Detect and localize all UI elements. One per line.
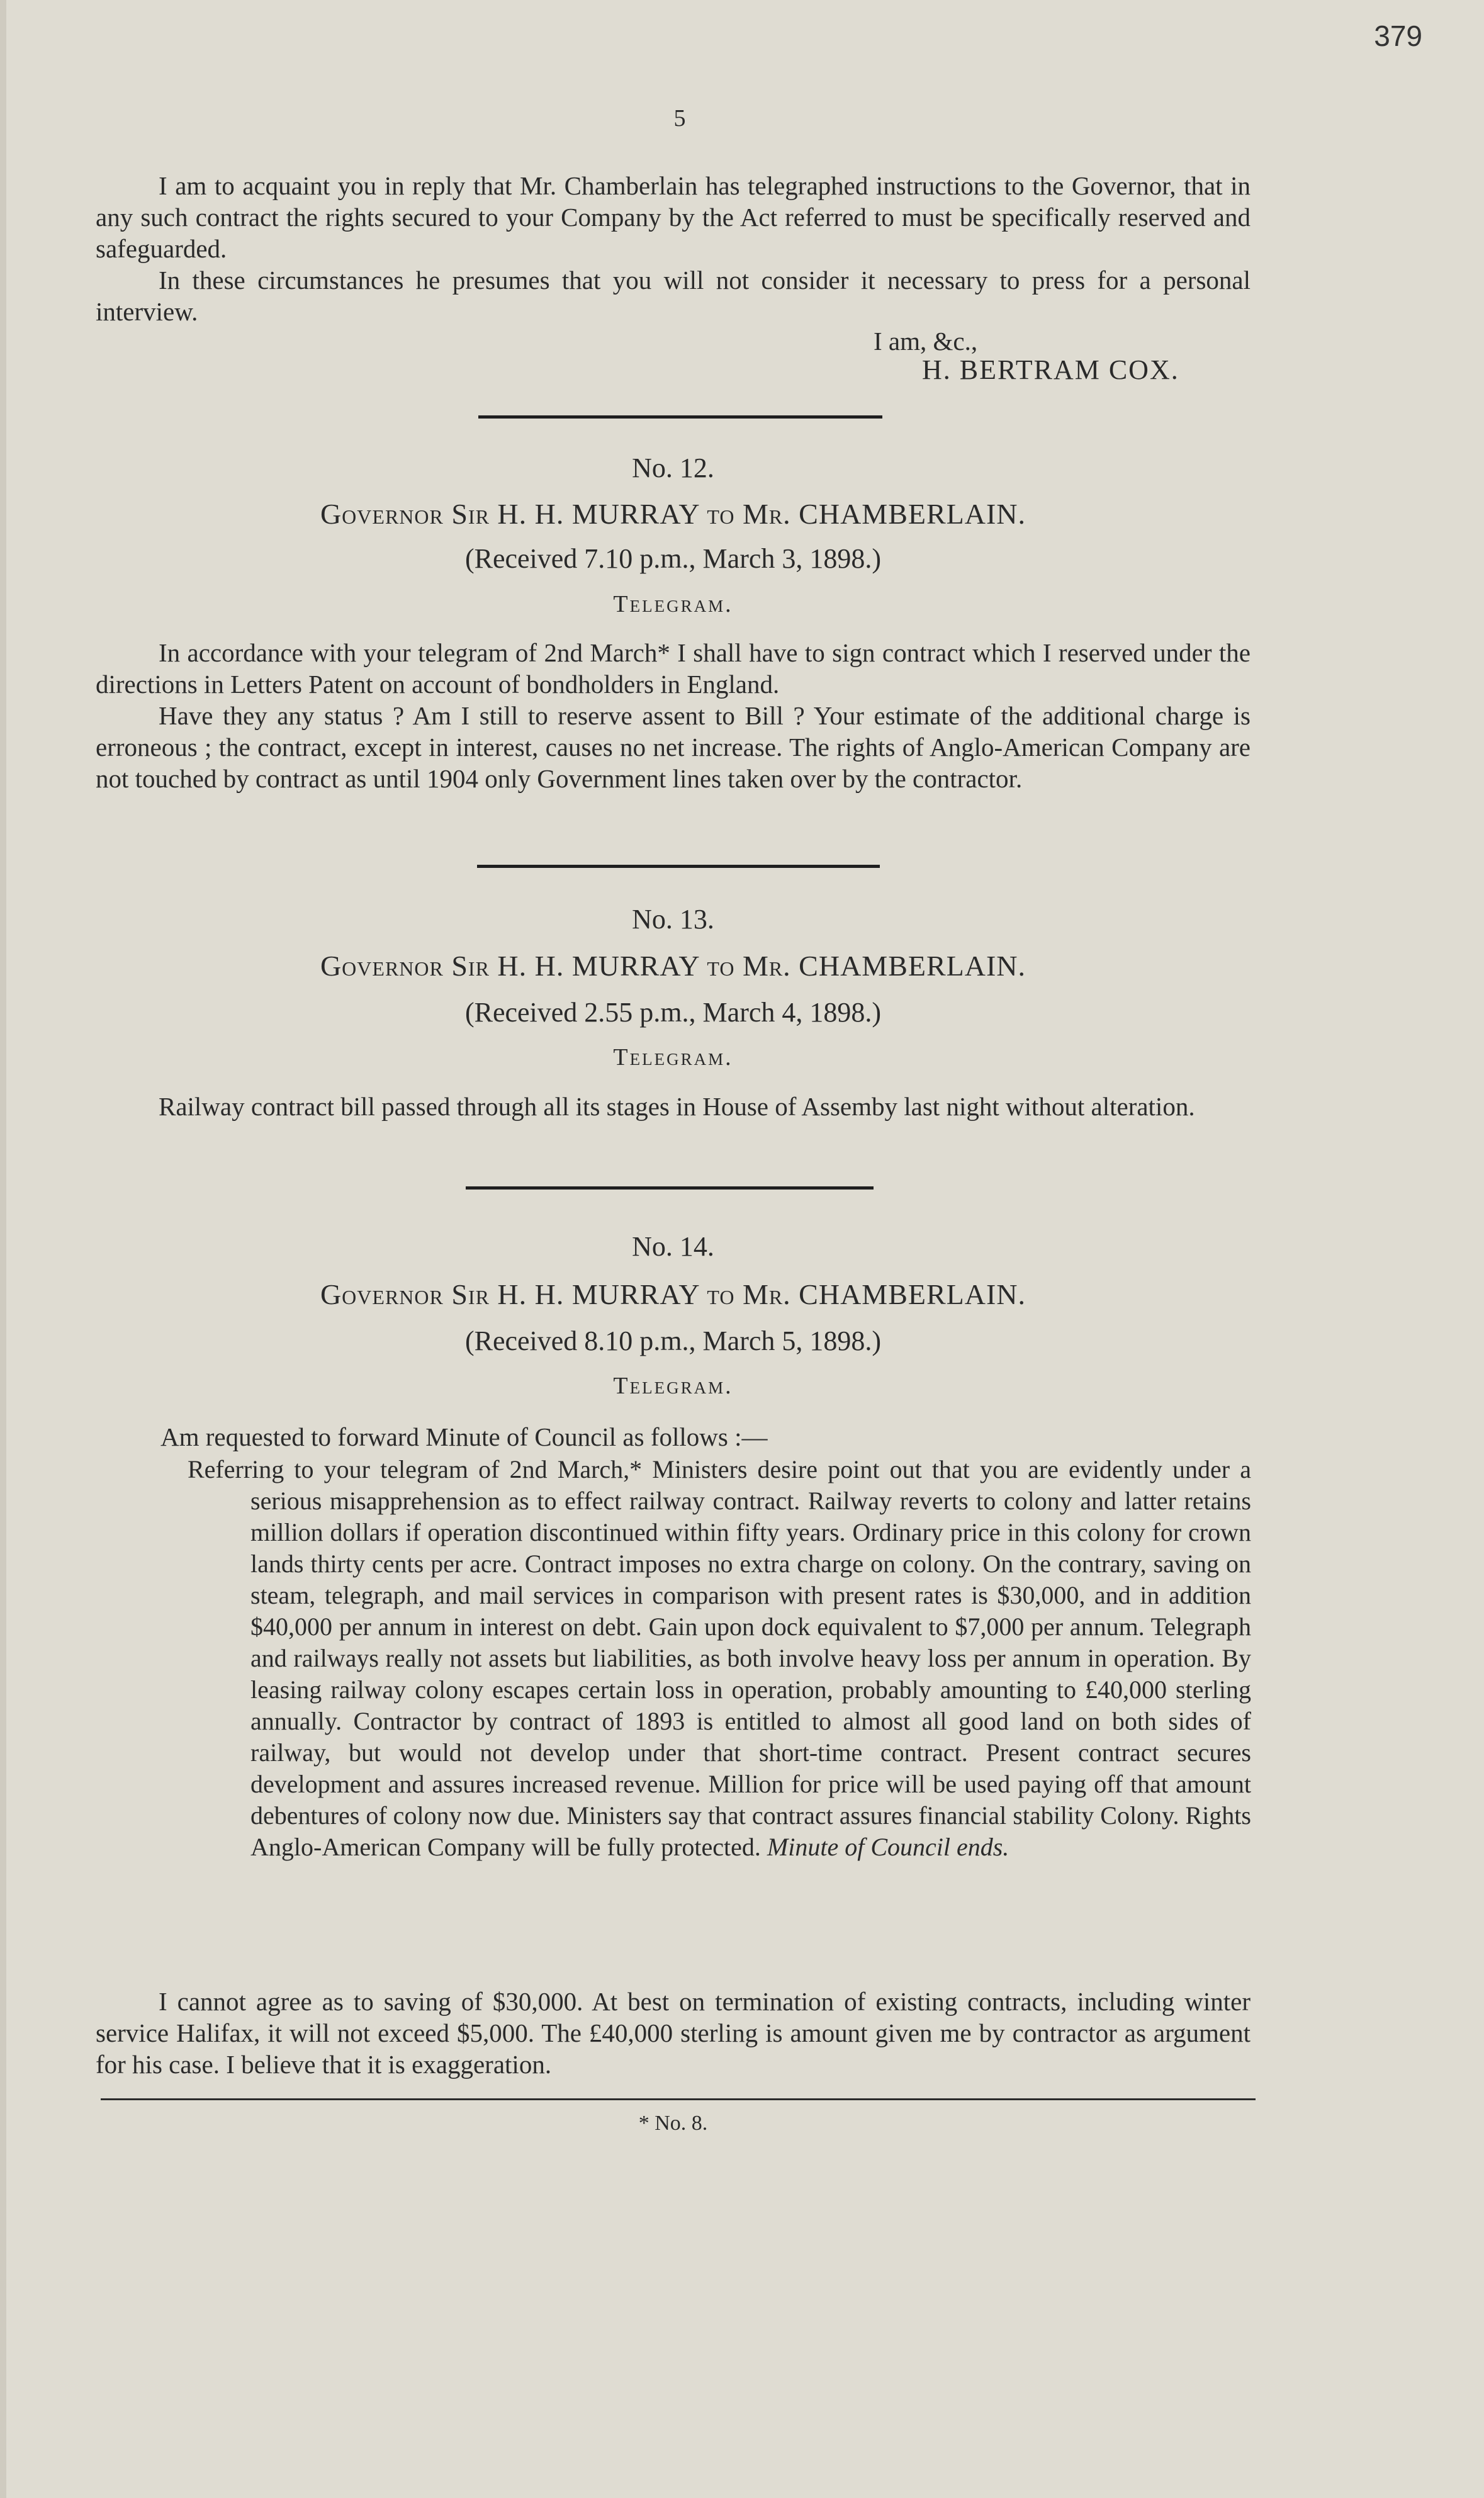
- letter-closing: I am, &c.,: [874, 327, 978, 356]
- doc-12-number: No. 12.: [632, 453, 714, 483]
- page-number: 379: [1374, 20, 1422, 52]
- doc-14-minute-text: Referring to your telegram of 2nd March,* Ministers desire point out that you are evidently under a serious misapprehension as to effect railway contract. Railway reverts to colony and latter retains million dollars if operation discontinued within fifty years. Ordinary price in this colony for crown lands thirty cents per acre. Contract imposes no extra charge on colony. On the contrary, saving on steam, telegraph, and mail services in comparison with present rates is $30,000, and in addition $40,000 per annum in interest on debt. Gain upon dock equivalent to $7,000 per annum. Telegraph and railways really not assets but liabilities, as both involve heavy loss per annum in operation. By leasing railway colony escapes certain loss in operation, probably amounting to £40,000 sterling annually. Contractor by contract of 1893 is entitled to almost all good land on both sides of railway, but would not develop under that short-time contract. Present contract secures development and assures increased revenue. Million for price will be used paying off that amount debentures of colony now due. Ministers say that contract assures financial stability Colony. Rights Anglo-American Company will be fully protected. Minute of Council ends.: [188, 1455, 1251, 1861]
- doc-12-paragraph-2: Have they any status ? Am I still to reserve assent to Bill ? Your estimate of the additional charge is erroneous ; the contract, except in interest, causes no net increase. The rights of Anglo-American Company are not touched by contract as until 1904 only Government lines taken over by the contractor.: [96, 701, 1251, 793]
- sheet-number: 5: [673, 105, 686, 132]
- doc-14-type: Telegram.: [613, 1373, 733, 1399]
- doc-13-heading: Governor Sir H. H. MURRAY to Mr. CHAMBERLAIN.: [320, 950, 1026, 982]
- letter-signature: H. BERTRAM COX.: [922, 354, 1179, 385]
- letter-paragraph-1: I am to acquaint you in reply that Mr. Chamberlain has telegraphed instructions to the Governor, that in any such contract the rights secured to your Company by the Act referred to must be specifically reserved and safeguarded.: [96, 171, 1251, 263]
- section-divider: [477, 865, 880, 868]
- page-edge: [0, 0, 6, 2498]
- doc-14-number: No. 14.: [632, 1231, 714, 1262]
- section-divider: [466, 1186, 874, 1190]
- section-divider: [478, 415, 882, 419]
- doc-13-received: (Received 2.55 p.m., March 4, 1898.): [464, 997, 882, 1028]
- doc-12-type: Telegram.: [613, 591, 733, 617]
- footnote-divider: [101, 2098, 1256, 2100]
- doc-13-number: No. 13.: [632, 904, 714, 935]
- doc-14-minute-of-council: [188, 1454, 1251, 1863]
- doc-12-received: (Received 7.10 p.m., March 3, 1898.): [464, 543, 882, 574]
- doc-14-minute-end: Minute of Council ends.: [767, 1833, 1009, 1861]
- letter-paragraph-2: In these circumstances he presumes that you will not consider it necessary to press for a personal interview.: [96, 266, 1251, 326]
- doc-14-received: (Received 8.10 p.m., March 5, 1898.): [464, 1325, 882, 1356]
- doc-13-type: Telegram.: [613, 1044, 733, 1071]
- doc-12-paragraph-1: In accordance with your telegram of 2nd March* I shall have to sign contract which I reserved under the directions in Letters Patent on account of bondholders in England.: [96, 638, 1251, 699]
- doc-12-heading: Governor Sir H. H. MURRAY to Mr. CHAMBERLAIN.: [320, 498, 1026, 530]
- doc-13-paragraph-1: Railway contract bill passed through all its stages in House of Assemby last night without alteration.: [159, 1092, 1195, 1121]
- doc-14-intro: Am requested to forward Minute of Council as follows :—: [160, 1422, 768, 1451]
- footnote: * No. 8.: [638, 2112, 708, 2135]
- doc-14-heading: Governor Sir H. H. MURRAY to Mr. CHAMBERLAIN.: [320, 1278, 1026, 1310]
- doc-14-paragraph-final: I cannot agree as to saving of $30,000. At best on termination of existing contracts, including winter service Halifax, it will not exceed $5,000. The £40,000 sterling is amount given me by contractor as argument for his case. I believe that it is exaggeration.: [96, 1987, 1251, 2079]
